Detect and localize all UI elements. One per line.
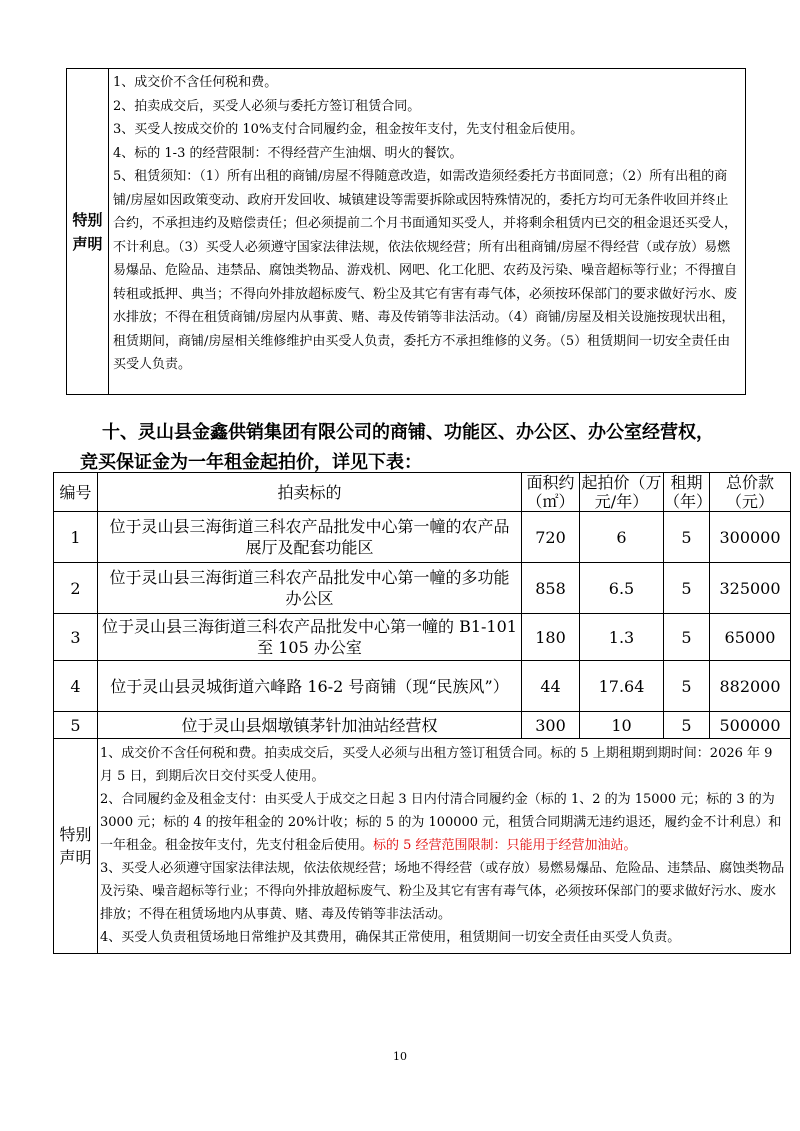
row-item: 位于灵山县三海街道三科农产品批发中心第一幢的 B1-101 至 105 办公室: [98, 614, 522, 661]
note-2: [100, 788, 786, 857]
row-area: 180: [522, 614, 580, 661]
row-area: 300: [522, 712, 580, 739]
table-row: [54, 661, 791, 712]
table-row: [54, 563, 791, 614]
row-total: 300000: [710, 512, 791, 563]
row-term: 5: [664, 563, 710, 614]
notes-text: [98, 739, 791, 954]
row-term: 5: [664, 712, 710, 739]
table-header-row: [54, 473, 791, 512]
notes-label-text: 特别声明: [59, 825, 92, 867]
special-statement-text: [109, 69, 746, 395]
row-no: 4: [54, 661, 98, 712]
row-total: 882000: [710, 661, 791, 712]
header-area: 面积约（㎡）: [522, 473, 580, 512]
note-2-restriction: 标的 5 经营范围限制：只能用于经营加油站。: [373, 838, 637, 853]
row-no: 5: [54, 712, 98, 739]
header-start-price: 起拍价（万元/年）: [581, 473, 662, 511]
table-row: [54, 512, 791, 563]
header-item: 拍卖标的: [98, 473, 522, 512]
notes-label: [54, 739, 98, 954]
auction-items-table: [53, 472, 791, 954]
note-3: 3、买受人必须遵守国家法律法规，依法依规经营；场地不得经营（或存放）易燃易爆品、危险品、违禁品、腐蚀类物品及污染、噪音超标等行业；不得向外排放超标废气、粉尘及其它有害有毒气体，必须按环保部门的要求做好污水、废水排放；不得在租赁场地内从事黄、赌、毒及传销等非法活动。: [100, 861, 785, 922]
section-heading-line-2: 竞买保证金为一年租金起拍价，详见下表：: [80, 452, 422, 473]
row-area: 44: [522, 661, 580, 712]
row-price: 10: [580, 712, 664, 739]
row-total: 65000: [710, 614, 791, 661]
note-2-text: 2、合同履约金及租金支付：由买受人于成交之日起 3 日内付清合同履约金（标的 1、2 的为 15000 元；标的 3 的为 3000 元；标的 4 的按年租金的 20%计收；标的 5 的为 100000 元，租赁合同期满无违约退还，履约金不计利息）和一年租金。租金按年支付，先支付租金后使用。: [100, 792, 782, 853]
header-term: 租期（年）: [664, 473, 713, 511]
page-number: 10: [393, 1050, 407, 1063]
row-total: 500000: [710, 712, 791, 739]
row-price: 1.3: [580, 614, 664, 661]
row-no: 2: [54, 563, 98, 614]
row-no: 3: [54, 614, 98, 661]
statement-line-2: 2、拍卖成交后，买受人必须与委托方签订租赁合同。: [113, 98, 421, 114]
statement-line-4: 4、标的 1-3 的经营限制：不得经营产生油烟、明火的餐饮。: [113, 145, 463, 161]
notes-row: [54, 739, 791, 954]
row-item: 位于灵山县三海街道三科农产品批发中心第一幢的多功能办公区: [98, 563, 522, 614]
table-row: [54, 614, 791, 661]
statement-line-1: 1、成交价不含任何税和费。: [113, 75, 278, 90]
row-term: 5: [664, 661, 710, 712]
row-price: 17.64: [580, 661, 664, 712]
row-no: 1: [54, 512, 98, 563]
section-heading: [80, 418, 760, 478]
row-item: 位于灵山县灵城街道六峰路 16-2 号商铺（现“民族风”）: [98, 661, 522, 712]
row-term: 5: [664, 614, 710, 661]
section-heading-line-1: 十、灵山县金鑫供销集团有限公司的商铺、功能区、办公区、办公室经营权，: [102, 422, 714, 443]
special-statement-label-text: 特别声明: [72, 210, 103, 253]
row-item: 位于灵山县三海街道三科农产品批发中心第一幢的农产品展厅及配套功能区: [98, 512, 522, 563]
special-statement-table-top: [66, 68, 746, 395]
statement-line-5: 5、租赁须知：（1）所有出租的商铺/房屋不得随意改造，如需改造须经委托方书面同意；（2）所有出租的商铺/房屋如因政策变动、政府开发回收、城镇建设等需要拆除或因特殊情况的，委托方均可无条件收回并终止合约，不承担违约及赔偿责任；但必须提前二个月书面通知买受人，并将剩余租赁内已交的租金退还买受人，不计利息。（3）买受人必须遵守国家法律法规，依法依规经营；所有出租商铺/房屋不得经营（或存放）易燃易爆品、危险品、违禁品、腐蚀类物品、游戏机、网吧、化工化肥、农药及污染、噪音超标等行业；不得擅自转租或抵押、典当；不得向外排放超标废气、粉尘及其它有害有毒气体，必须按环保部门的要求做好污水、废水排放；不得在租赁商铺/房屋内从事黄、赌、毒及传销等非法活动。（4）商铺/房屋及相关设施按现状出租，租赁期间，商铺/房屋相关维修维护由买受人负责，委托方不承担维修的义务。（5）租赁期间一切安全责任由买受人负责。: [113, 169, 738, 372]
special-statement-label: [67, 69, 109, 395]
row-area: 858: [522, 563, 580, 614]
table-row: [54, 712, 791, 739]
statement-line-3: 3、买受人按成交价的 10%支付合同履约金，租金按年支付，先支付租金后使用。: [113, 122, 584, 137]
header-no: 编号: [54, 473, 98, 512]
note-1: 1、成交价不含任何税和费。拍卖成交后，买受人必须与出租方签订租赁合同。标的 5 上期租期到期时间：2026 年 9 月 5 日，到期后次日交付买受人使用。: [100, 746, 773, 784]
row-item: 位于灵山县烟墩镇茅针加油站经营权: [98, 712, 522, 739]
row-term: 5: [664, 512, 710, 563]
row-area: 720: [522, 512, 580, 563]
row-price: 6: [580, 512, 664, 563]
note-4: 4、买受人负责租赁场地日常维护及其费用，确保其正常使用，租赁期间一切安全责任由买受人负责。: [100, 930, 681, 945]
row-price: 6.5: [580, 563, 664, 614]
header-total: 总价款（元）: [710, 473, 791, 512]
row-total: 325000: [710, 563, 791, 614]
